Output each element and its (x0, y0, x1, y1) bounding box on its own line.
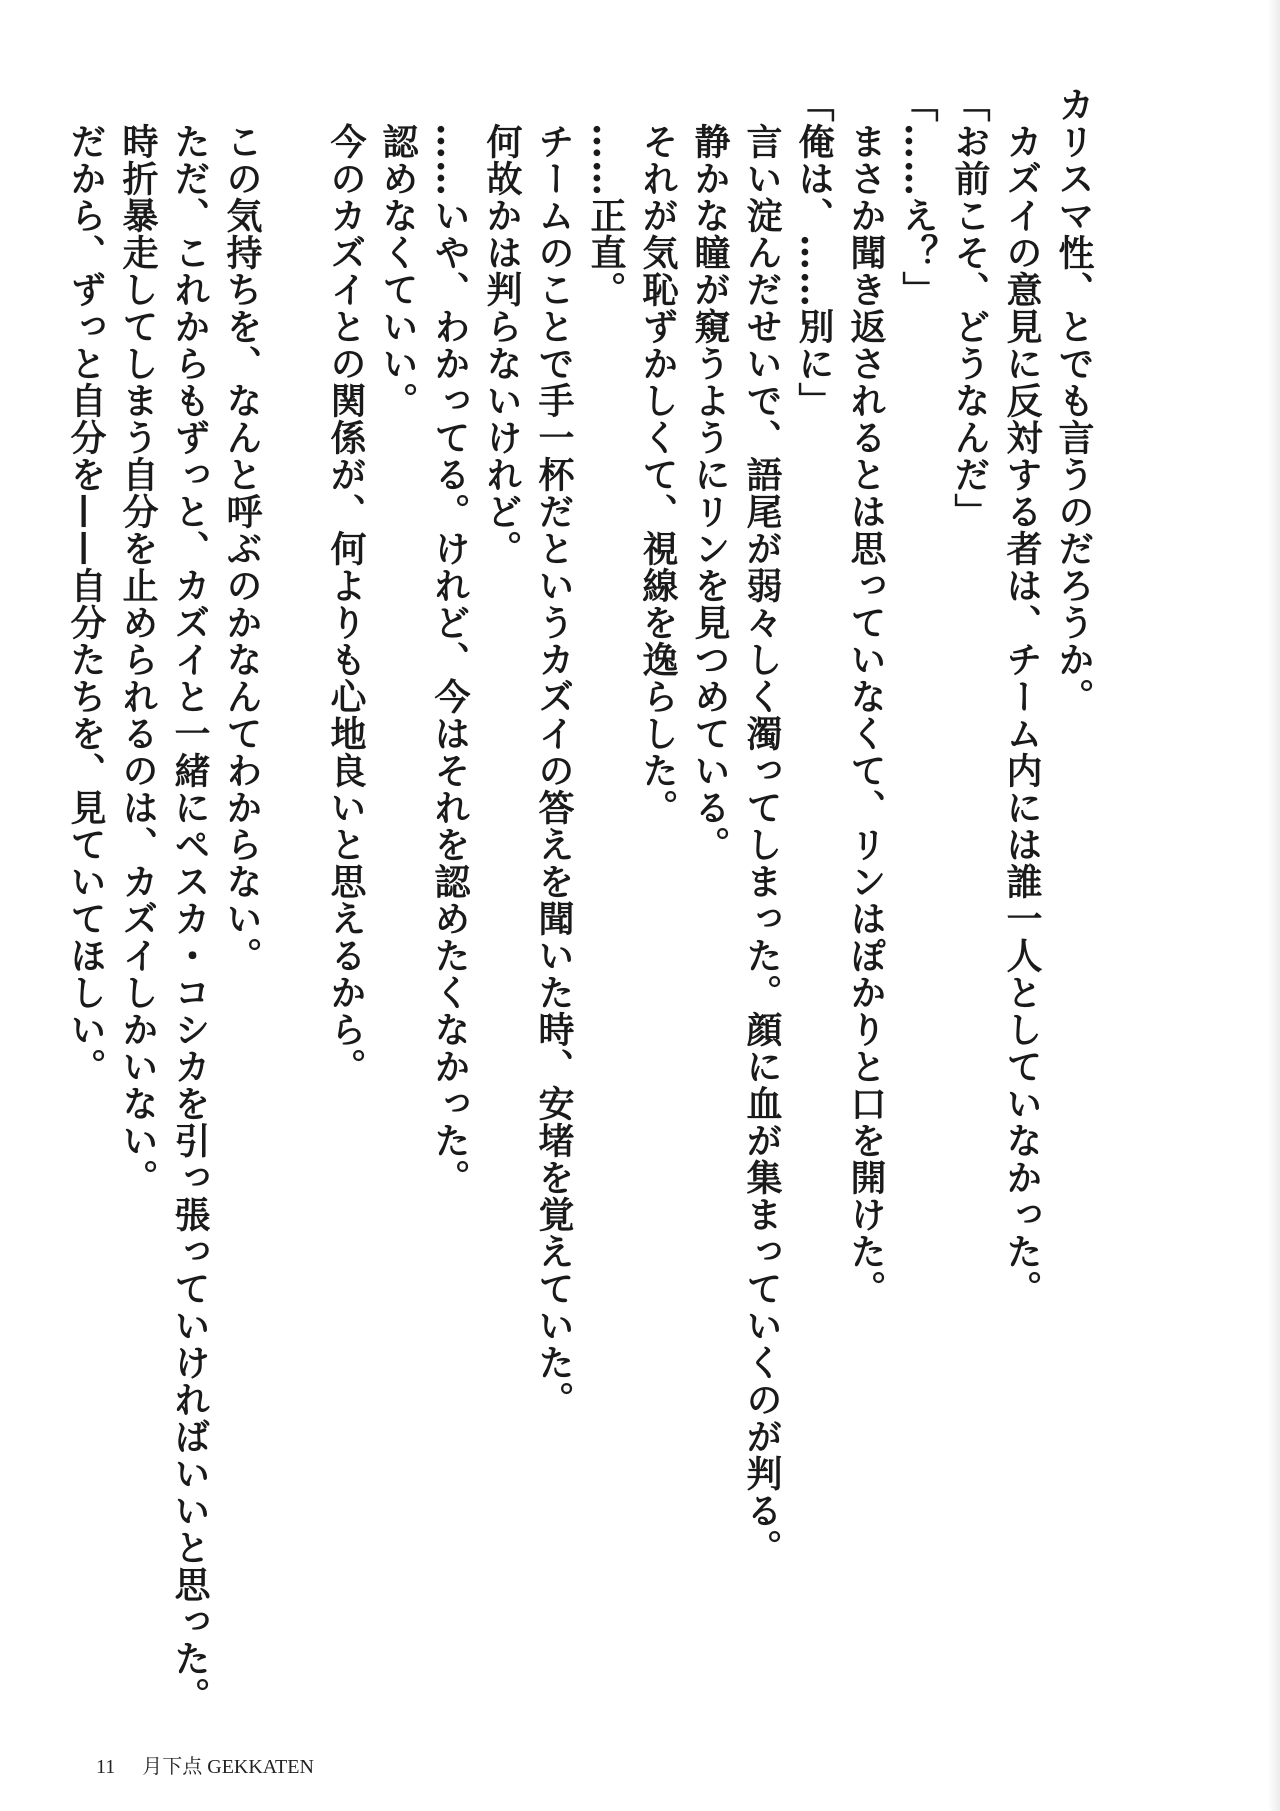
page-edge-shadow (1268, 0, 1280, 1811)
text-line: 「お前こそ、どうなんだ」 (949, 86, 991, 530)
text-line: 「俺は、……別に」 (793, 86, 835, 419)
text-line: チームのことで手一杯だというカズイの答えを聞いた時、安堵を覚えていた。 (533, 86, 575, 1418)
text-line: 認めなくていい。 (377, 86, 419, 419)
text-line: ただ、これからもずっと、カズイと一緒にペスカ・コシカを引っ張っていければいいと思った。 (169, 86, 211, 1714)
text-line: 言い淀んだせいで、語尾が弱々しく濁ってしまった。顔に血が集まっていくのが判る。 (741, 86, 783, 1566)
text-line: 静かな瞳が窺うようにリンを見つめている。 (689, 86, 731, 863)
text-line: カズイの意見に反対する者は、チーム内には誰一人としていなかった。 (1001, 86, 1043, 1307)
text-line: だから、ずっと自分を——自分たちを、見ていてほしい。 (65, 86, 107, 1085)
text-line: それが気恥ずかしくて、視線を逸らした。 (637, 86, 679, 826)
text-line: 時折暴走してしまう自分を止められるのは、カズイしかいない。 (117, 86, 159, 1196)
text-line: 今のカズイとの関係が、何よりも心地良いと思えるから。 (325, 86, 367, 1085)
blank-line (268, 86, 320, 1726)
text-line: 「……え？」 (897, 86, 939, 308)
text-line: ……いや、わかってる。けれど、今はそれを認めたくなかった。 (429, 86, 471, 1196)
text-line: この気持ちを、なんと呼ぶのかなんてわからない。 (221, 86, 263, 974)
page-number: 11 (96, 1756, 116, 1778)
book-title: 月下点 GEKKATEN (142, 1756, 314, 1778)
text-line: カリスマ性、とでも言うのだろうか。 (1053, 86, 1095, 715)
text-line: まさか聞き返されるとは思っていなくて、リンはぽかりと口を開けた。 (845, 86, 887, 1307)
vertical-text-body (60, 86, 1100, 1726)
text-line: 何故かは判らないけれど。 (481, 86, 523, 567)
page-footer (96, 1750, 314, 1779)
text-line: ……正直。 (585, 86, 627, 308)
